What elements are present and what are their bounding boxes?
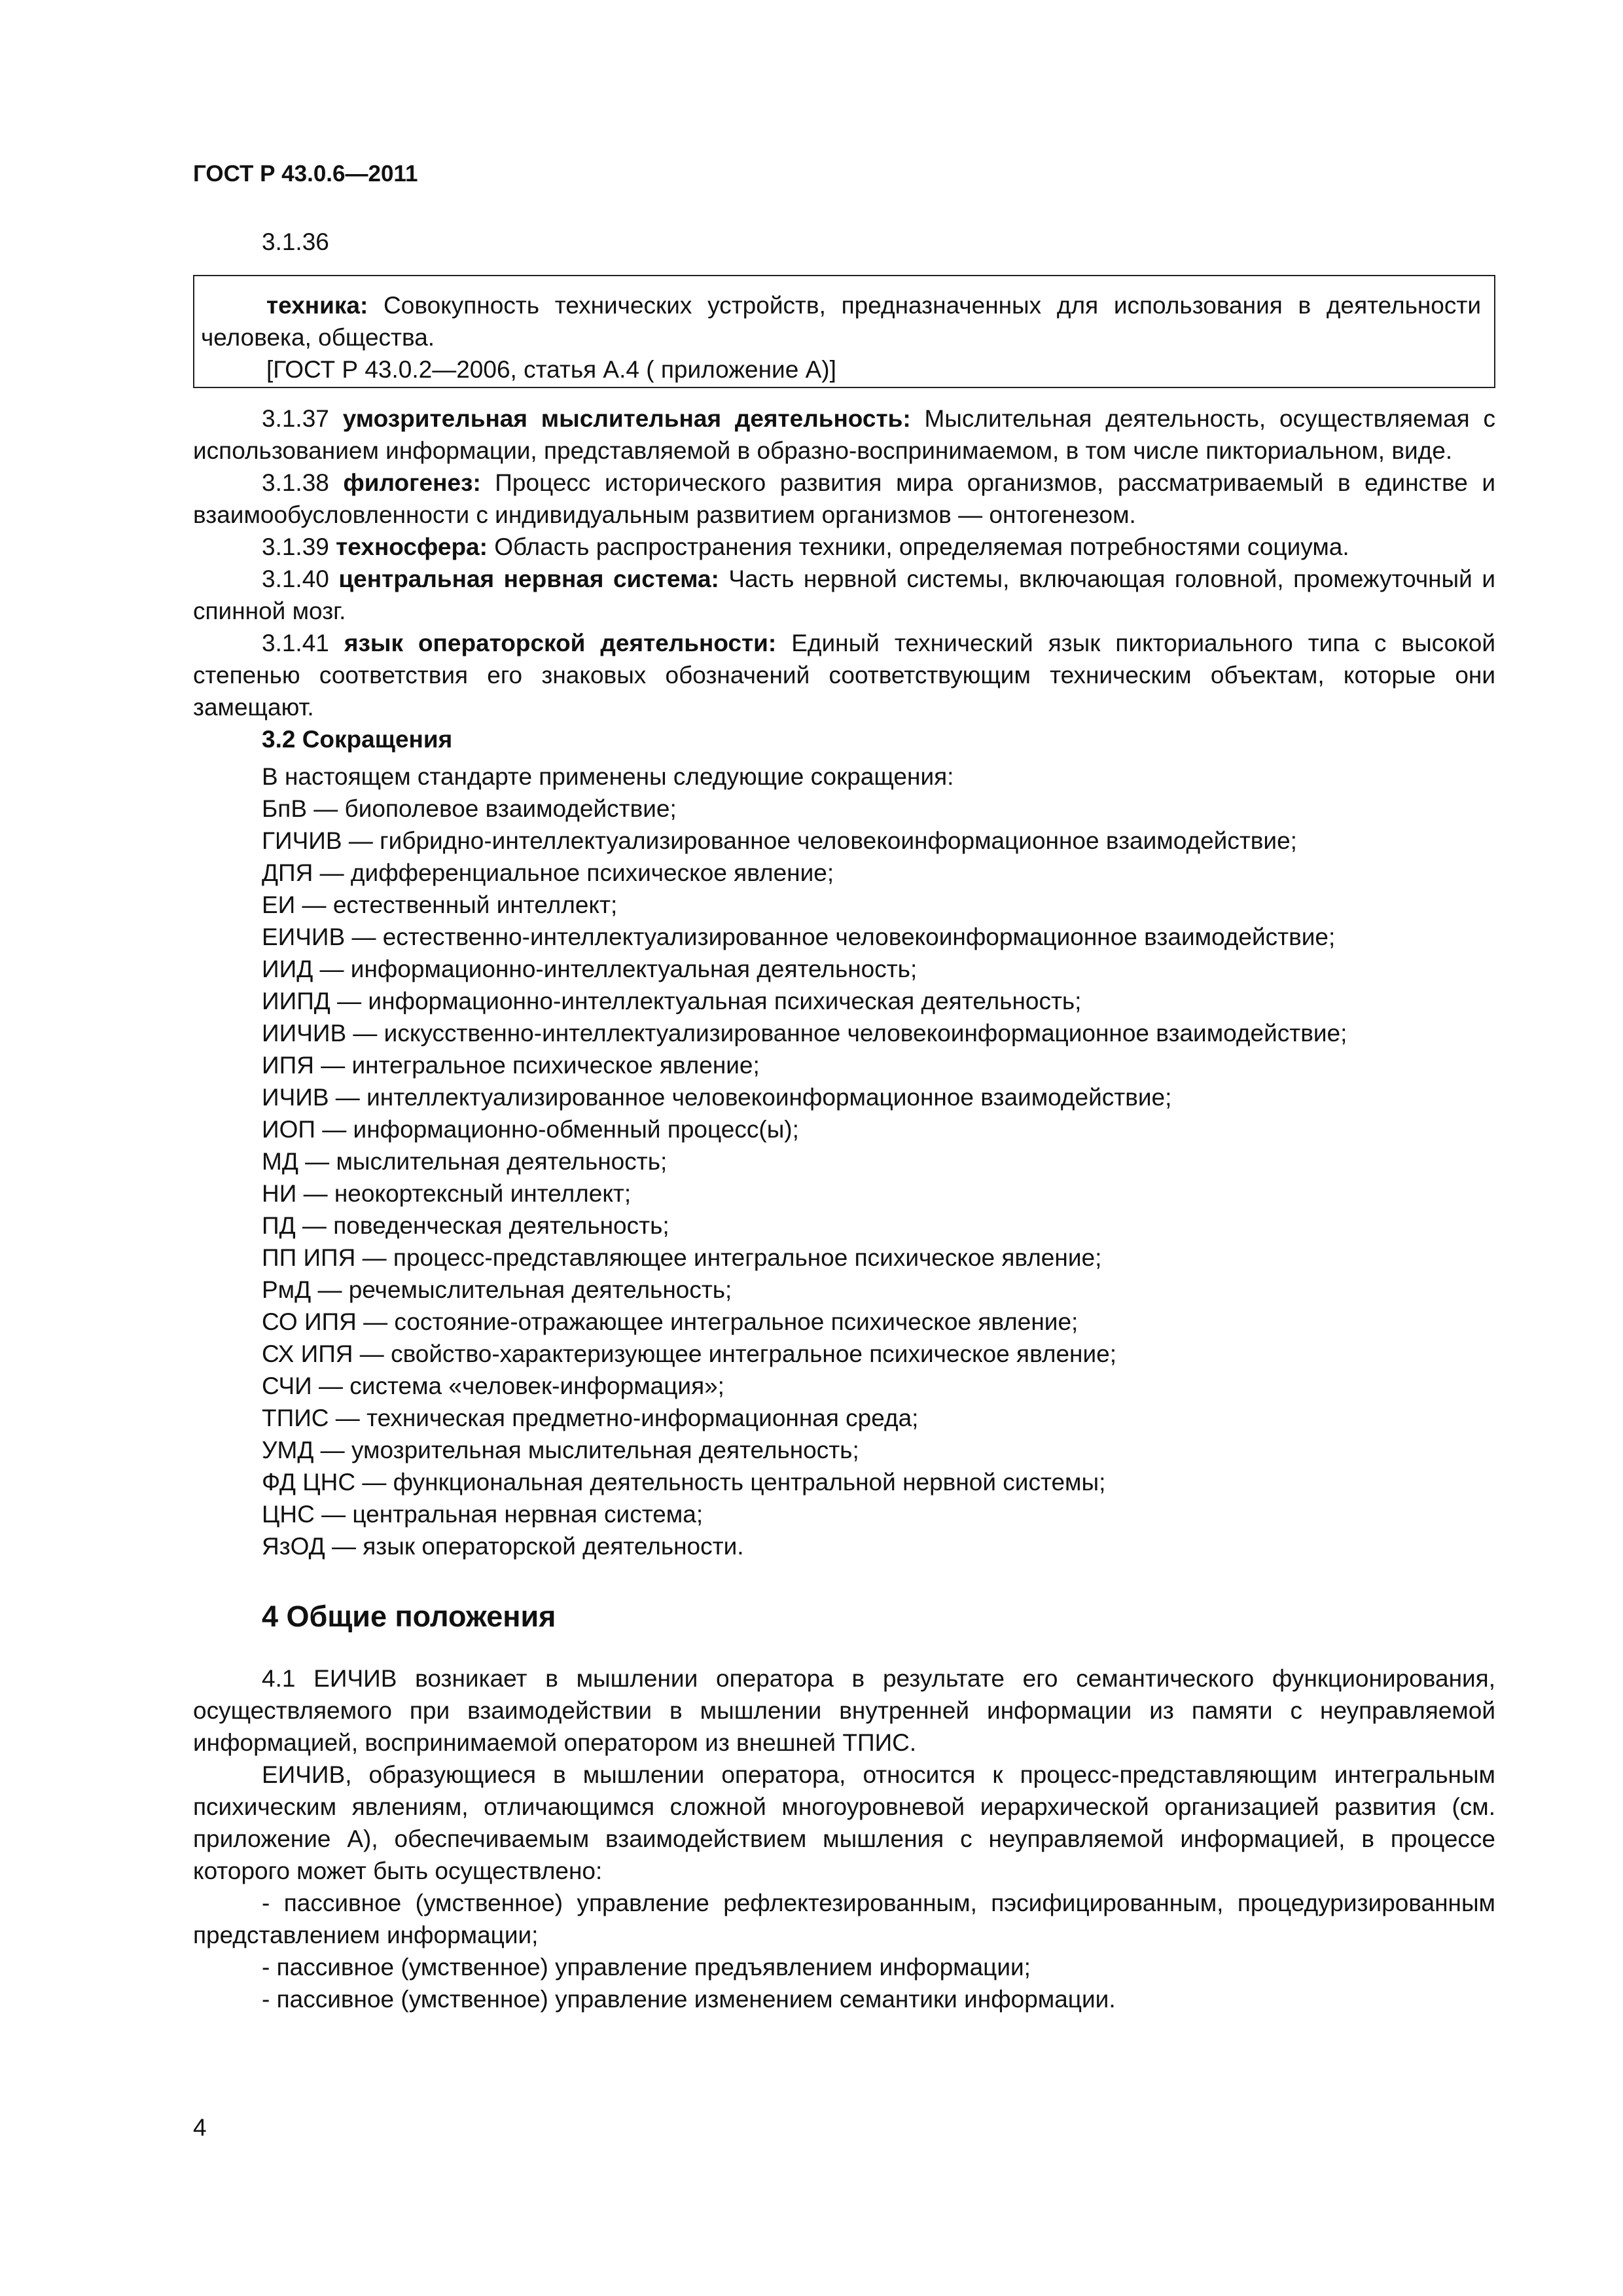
list-item: ГИЧИВ — гибридно-интеллектуализированное человекоинформационное взаимодействие; [262,827,1297,854]
term-definition: Процесс исторического развития мира организмов, рассматриваемый в единстве и взаимообусловленности с индивидуальным развитием организмов — онтогенезом. [193,469,1496,528]
term-definition: Область распространения техники, определяемая потребностями социума. [487,533,1349,560]
list-item: СЧИ — система «человек-информация»; [262,1372,724,1399]
term-definition: Мыслительная деятельность, осуществляемая с использованием информации, представляемой в образно-воспринимаемом, в том числе пикториальном, виде. [193,405,1495,464]
term-paragraph [193,627,1495,723]
list-item: МД — мыслительная деятельность; [262,1148,668,1175]
term-number-3-1-36: 3.1.36 [262,228,329,255]
list-item: ДПЯ — дифференциальное психическое явление; [262,859,834,886]
list-item: ИИЧИВ — искусственно-интеллектуализированное человекоинформационное взаимодействие; [262,1020,1347,1047]
list-item: ЕИЧИВ — естественно-интеллектуализированное человекоинформационное взаимодействие; [262,924,1336,950]
section-paragraph: 4.1 ЕИЧИВ возникает в мышлении оператора в результате его семантического функционирования, осуществляемого при взаимодействии в мышлении внутренней информации из памяти с неуправляемой информацией, воспринимаемой оператором из внешней ТПИС. [193,1665,1495,1756]
term-name: центральная нервная система: [338,565,719,592]
section-paragraph: ЕИЧИВ, образующиеся в мышлении оператора, относится к процесс-представляющим интегральным психическим явлениям, отличающимся сложной многоуровневой иерархической организацией развития (см. приложение А), обеспечиваемым взаимодействием мышления с неуправляемой информацией, в процессе которого может быть осуществлено: [193,1761,1495,1884]
term-definition: Единый технический язык пикториального типа с высокой степенью соответствия его знаковых обозначений соответствующим техническим объектам, которые они замещают. [193,630,1496,721]
term-paragraph [193,403,1495,467]
dash-list-item: - пассивное (умственное) управление предъявлением информации; [262,1954,1031,1981]
list-item: ЕИ — естественный интеллект; [262,891,618,918]
list-item: БпВ — биополевое взаимодействие; [262,795,677,822]
list-item: РмД — речемыслительная деятельность; [262,1276,732,1303]
term-paragraph [193,563,1495,627]
term-name: филогенез: [343,469,481,496]
list-item: ИИПД — информационно-интеллектуальная психическая деятельность; [262,988,1082,1014]
list-item: ФД ЦНС — функциональная деятельность центральной нервной системы; [262,1469,1106,1496]
list-item: НИ — неокортексный интеллект; [262,1180,632,1207]
list-item: ТПИС — техническая предметно-информационная среда; [262,1405,919,1431]
term-number: 3.1.37 [262,405,343,432]
list-item: ИОП — информационно-обменный процесс(ы); [262,1116,799,1143]
list-item: ИИД — информационно-интеллектуальная деятельность; [262,956,918,982]
term-number: 3.1.40 [262,565,339,592]
list-item: ИПЯ — интегральное психическое явление; [262,1052,760,1079]
list-item: ПП ИПЯ — процесс-представляющее интегральное психическое явление; [262,1244,1102,1271]
dash-list-item: - пассивное (умственное) управление изменением семантики информации. [262,1986,1116,2013]
term-name: язык операторской деятельности: [344,630,777,656]
page-number: 4 [193,2114,207,2141]
term-number: 3.1.38 [262,469,344,496]
list-item: ИЧИВ — интеллектуализированное человекоинформационное взаимодействие; [262,1084,1172,1111]
page-content [193,226,1495,2015]
term-name: техника: [266,292,368,319]
abbreviations-intro: В настоящем стандарте применены следующие сокращения: [262,763,954,790]
list-item: ЦНС — центральная нервная система; [262,1501,704,1528]
abbreviations-list [193,761,1495,1562]
abbreviations-heading: 3.2 Сокращения [262,726,453,753]
list-item: ЯзОД — язык операторской деятельности. [262,1533,744,1560]
term-definition-box [193,275,1495,388]
term-definition: Совокупность технических устройств, предназначенных для использования в деятельности человека, общества. [201,292,1481,351]
list-item: СХ ИПЯ — свойство-характеризующее интегральное психическое явление; [262,1340,1117,1367]
list-item: СО ИПЯ — состояние-отражающее интегральное психическое явление; [262,1308,1079,1335]
boxed-definition [201,289,1481,353]
term-definition: Часть нервной системы, включающая головной, промежуточный и спинной мозг. [193,565,1495,624]
term-name: умозрительная мыслительная деятельность: [342,405,911,432]
section-heading: 4 Общие положения [262,1600,556,1633]
list-item: УМД — умозрительная мыслительная деятельность; [262,1437,859,1463]
dash-list-item: - пассивное (умственное) управление рефлектезированным, пэсифицированным, процедуризированным представлением информации; [193,1890,1495,1948]
term-number: 3.1.41 [262,630,344,656]
term-reference: [ГОСТ Р 43.0.2—2006, статья А.4 ( приложение А)] [266,356,836,383]
term-number: 3.1.39 [262,533,336,560]
list-item: ПД — поведенческая деятельность; [262,1212,669,1239]
document-header: ГОСТ Р 43.0.6—2011 [193,161,418,187]
term-paragraph [193,531,1495,563]
term-paragraph [193,467,1495,531]
term-name: техносфера: [336,533,488,560]
